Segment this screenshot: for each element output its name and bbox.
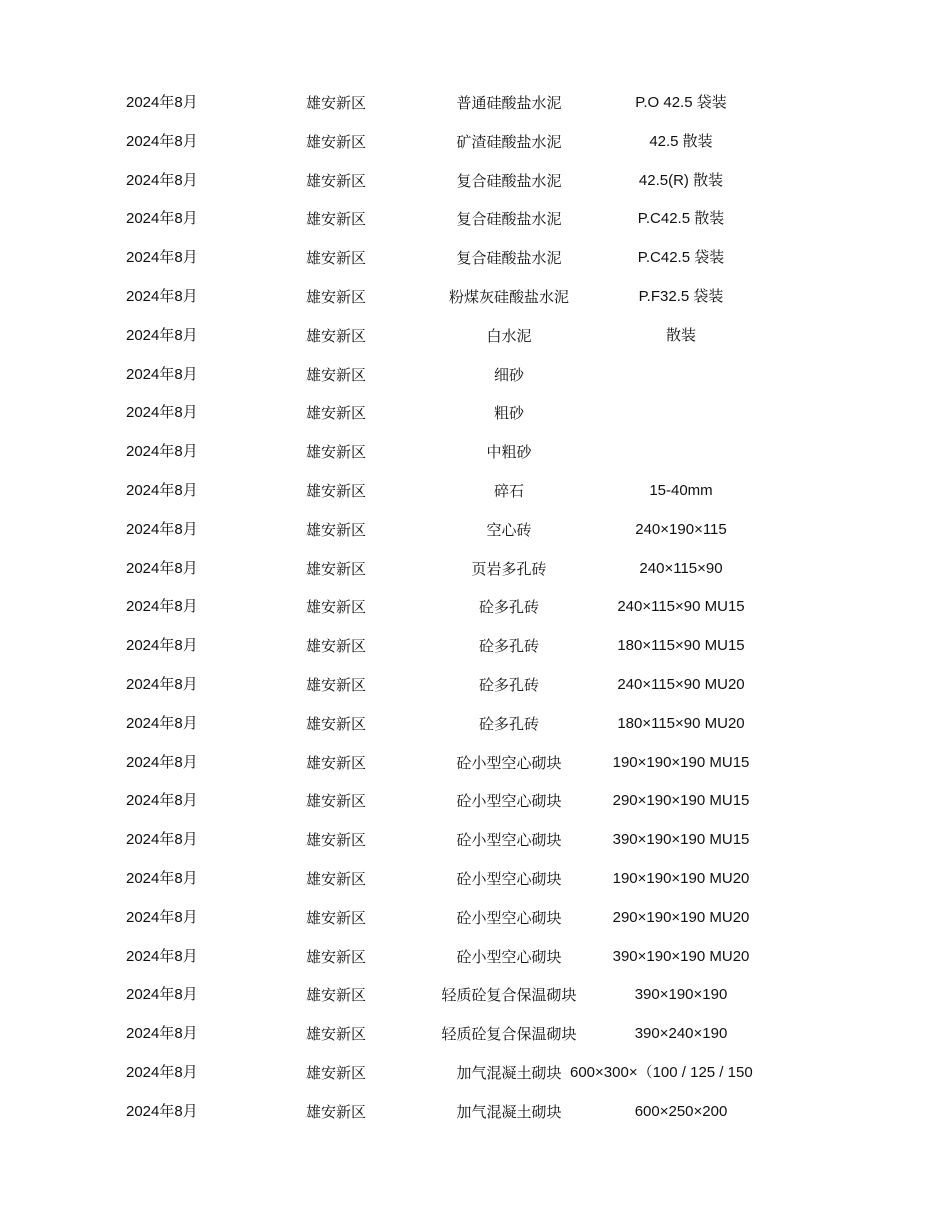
region-cell: 雄安新区 xyxy=(305,94,366,112)
material-name-cell: 砼多孔砖 xyxy=(478,598,539,617)
table-row xyxy=(0,976,950,1015)
table-row xyxy=(0,511,950,550)
table-row xyxy=(0,317,950,356)
date-cell: 2024年8月 xyxy=(126,443,198,461)
material-name-cell: 轻质砼复合保温砌块 xyxy=(441,986,577,1005)
spec-cell: 42.5(R) 散装 xyxy=(638,171,724,189)
region-cell: 雄安新区 xyxy=(305,559,366,578)
spec-cell: 240×115×90 MU15 xyxy=(617,598,745,616)
date-cell: 2024年8月 xyxy=(126,171,198,189)
material-name-cell: 砼小型空心砌块 xyxy=(456,831,562,850)
region-cell: 雄安新区 xyxy=(305,675,366,694)
table-row xyxy=(0,239,950,278)
region-cell: 雄安新区 xyxy=(305,171,366,190)
date-cell: 2024年8月 xyxy=(126,210,198,228)
date-cell: 2024年8月 xyxy=(126,287,198,305)
table-row xyxy=(0,433,950,472)
region-cell: 雄安新区 xyxy=(305,986,366,1005)
table-row xyxy=(0,550,950,589)
date-cell: 2024年8月 xyxy=(126,753,198,771)
spec-cell: 240×190×115 xyxy=(635,520,727,538)
date-cell: 2024年8月 xyxy=(126,1102,198,1120)
material-name-cell: 砼小型空心砌块 xyxy=(456,869,562,888)
table-row xyxy=(0,705,950,744)
date-cell: 2024年8月 xyxy=(126,792,198,810)
spec-cell: 180×115×90 MU15 xyxy=(617,637,745,655)
date-cell: 2024年8月 xyxy=(126,714,198,732)
material-name-cell: 空心砖 xyxy=(486,520,532,539)
table-row xyxy=(0,356,950,395)
spec-cell: 190×190×190 MU15 xyxy=(612,753,750,771)
table-row xyxy=(0,123,950,162)
table-row xyxy=(0,938,950,977)
material-name-cell: 碎石 xyxy=(493,481,524,500)
region-cell: 雄安新区 xyxy=(305,326,366,345)
date-cell: 2024年8月 xyxy=(126,132,198,150)
date-cell: 2024年8月 xyxy=(126,520,198,538)
region-cell: 雄安新区 xyxy=(305,132,366,151)
table-row xyxy=(0,782,950,821)
table-row xyxy=(0,278,950,317)
spec-cell: 600×300×（100 / 125 / 150 xyxy=(570,1063,753,1081)
material-name-cell: 砼多孔砖 xyxy=(478,675,539,694)
table-row xyxy=(0,200,950,239)
material-name-cell: 砼小型空心砌块 xyxy=(456,908,562,927)
date-cell: 2024年8月 xyxy=(126,249,198,267)
region-cell: 雄安新区 xyxy=(305,404,366,423)
spec-cell: 390×190×190 MU20 xyxy=(612,947,750,965)
spec-cell: P.O 42.5 袋装 xyxy=(635,94,727,111)
spec-cell xyxy=(595,433,767,472)
spec-cell: 15-40mm xyxy=(649,481,713,499)
region-cell: 雄安新区 xyxy=(305,598,366,617)
date-cell: 2024年8月 xyxy=(126,1025,198,1043)
date-cell: 2024年8月 xyxy=(126,365,198,383)
date-cell: 2024年8月 xyxy=(126,908,198,926)
table-row xyxy=(0,627,950,666)
table-row xyxy=(0,899,950,938)
date-cell: 2024年8月 xyxy=(126,869,198,887)
region-cell: 雄安新区 xyxy=(305,753,366,772)
price-table xyxy=(0,84,950,1132)
table-row xyxy=(0,1054,950,1093)
date-cell: 2024年8月 xyxy=(126,675,198,693)
spec-cell: 290×190×190 MU20 xyxy=(612,908,750,926)
spec-cell: P.C42.5 散装 xyxy=(637,210,725,228)
table-row xyxy=(0,162,950,201)
spec-cell: 390×190×190 MU15 xyxy=(612,831,750,849)
spec-cell: 散装 xyxy=(665,326,696,344)
material-name-cell: 粗砂 xyxy=(493,404,524,423)
table-row xyxy=(0,84,950,123)
spec-cell: 240×115×90 xyxy=(639,559,723,577)
material-name-cell: 粉煤灰硅酸盐水泥 xyxy=(448,287,569,306)
spec-cell: 190×190×190 MU20 xyxy=(612,869,750,887)
region-cell: 雄安新区 xyxy=(305,287,366,306)
material-name-cell: 砼小型空心砌块 xyxy=(456,753,562,772)
material-name-cell: 复合硅酸盐水泥 xyxy=(456,210,562,229)
region-cell: 雄安新区 xyxy=(305,1025,366,1044)
spec-cell xyxy=(595,394,767,433)
region-cell: 雄安新区 xyxy=(305,520,366,539)
spec-cell: 180×115×90 MU20 xyxy=(617,714,745,732)
date-cell: 2024年8月 xyxy=(126,404,198,422)
table-row xyxy=(0,666,950,705)
material-name-cell: 轻质砼复合保温砌块 xyxy=(441,1025,577,1044)
material-name-cell: 白水泥 xyxy=(486,326,532,345)
spec-cell: 390×240×190 xyxy=(634,1025,728,1043)
date-cell: 2024年8月 xyxy=(126,598,198,616)
table-row xyxy=(0,1015,950,1054)
region-cell: 雄安新区 xyxy=(305,1102,366,1121)
region-cell: 雄安新区 xyxy=(305,481,366,500)
table-row xyxy=(0,1093,950,1132)
region-cell: 雄安新区 xyxy=(305,637,366,656)
region-cell: 雄安新区 xyxy=(305,831,366,850)
region-cell: 雄安新区 xyxy=(305,792,366,811)
material-name-cell: 砼多孔砖 xyxy=(478,637,539,656)
region-cell: 雄安新区 xyxy=(305,714,366,733)
region-cell: 雄安新区 xyxy=(305,210,366,229)
material-name-cell: 砼小型空心砌块 xyxy=(456,947,562,966)
spec-cell: 600×250×200 xyxy=(634,1102,728,1120)
region-cell: 雄安新区 xyxy=(305,947,366,966)
material-name-cell: 普通硅酸盐水泥 xyxy=(456,94,562,112)
region-cell: 雄安新区 xyxy=(305,249,366,268)
date-cell: 2024年8月 xyxy=(126,559,198,577)
table-row xyxy=(0,821,950,860)
spec-cell: 240×115×90 MU20 xyxy=(617,675,745,693)
material-name-cell: 细砂 xyxy=(493,365,524,384)
region-cell: 雄安新区 xyxy=(305,1063,366,1082)
date-cell: 2024年8月 xyxy=(126,831,198,849)
spec-cell: P.F32.5 袋装 xyxy=(638,287,724,305)
region-cell: 雄安新区 xyxy=(305,908,366,927)
table-row xyxy=(0,394,950,433)
region-cell: 雄安新区 xyxy=(305,443,366,462)
spec-cell: P.C42.5 袋装 xyxy=(637,249,725,267)
date-cell: 2024年8月 xyxy=(126,947,198,965)
spec-cell: 390×190×190 xyxy=(634,986,728,1004)
material-name-cell: 砼多孔砖 xyxy=(478,714,539,733)
material-name-cell: 矿渣硅酸盐水泥 xyxy=(456,132,562,151)
material-name-cell: 加气混凝土砌块 xyxy=(456,1063,562,1082)
date-cell: 2024年8月 xyxy=(126,326,198,344)
table-row xyxy=(0,860,950,899)
table-row xyxy=(0,744,950,783)
material-name-cell: 复合硅酸盐水泥 xyxy=(456,171,562,190)
region-cell: 雄安新区 xyxy=(305,869,366,888)
spec-cell xyxy=(595,356,767,395)
date-cell: 2024年8月 xyxy=(126,481,198,499)
material-name-cell: 中粗砂 xyxy=(486,443,532,462)
material-name-cell: 复合硅酸盐水泥 xyxy=(456,249,562,268)
spec-cell: 290×190×190 MU15 xyxy=(612,792,750,810)
date-cell: 2024年8月 xyxy=(126,1063,198,1081)
region-cell: 雄安新区 xyxy=(305,365,366,384)
date-cell: 2024年8月 xyxy=(126,94,198,111)
spec-cell: 42.5 散装 xyxy=(649,132,713,150)
material-name-cell: 页岩多孔砖 xyxy=(471,559,547,578)
material-name-cell: 加气混凝土砌块 xyxy=(456,1102,562,1121)
table-row xyxy=(0,588,950,627)
table-row xyxy=(0,472,950,511)
date-cell: 2024年8月 xyxy=(126,637,198,655)
date-cell: 2024年8月 xyxy=(126,986,198,1004)
material-name-cell: 砼小型空心砌块 xyxy=(456,792,562,811)
